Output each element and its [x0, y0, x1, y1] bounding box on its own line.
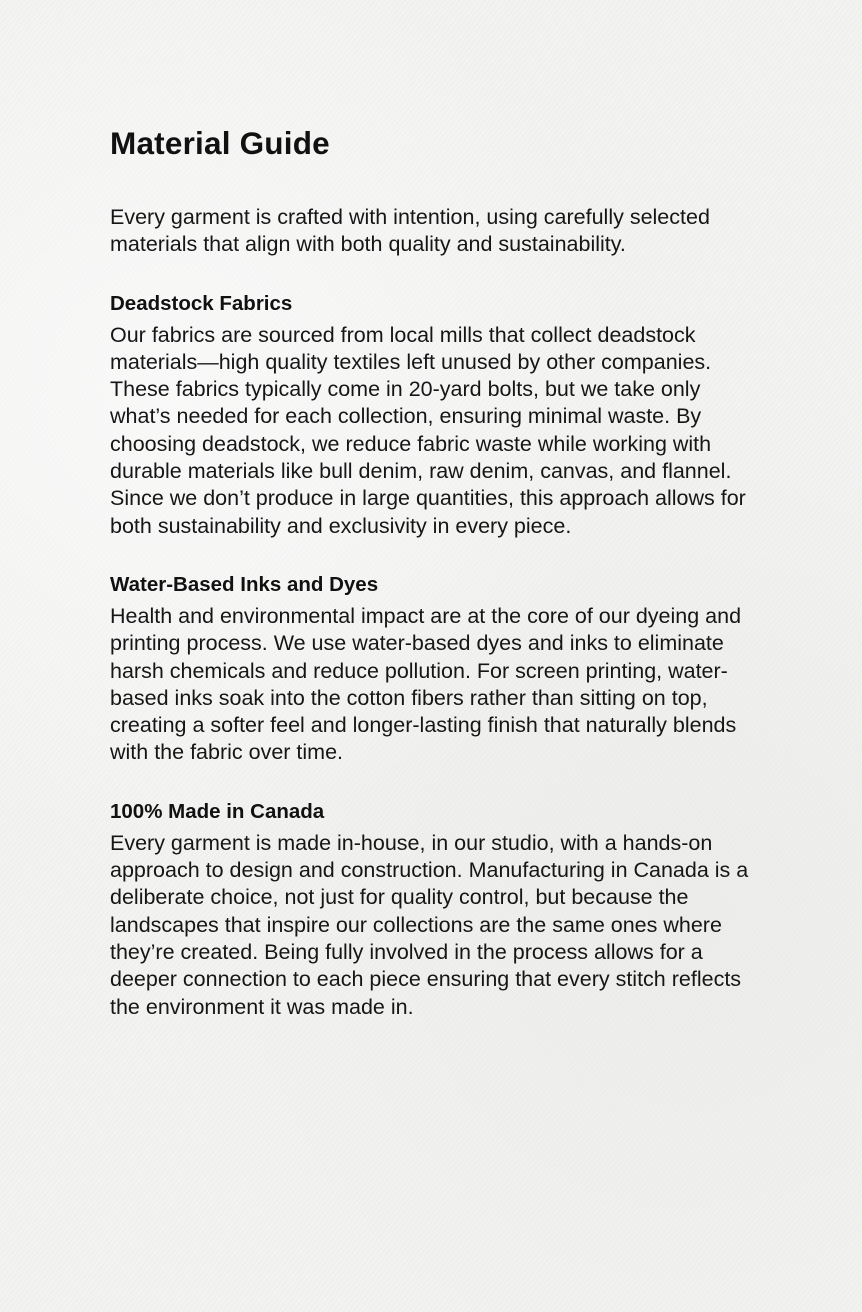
section-heading: Water-Based Inks and Dyes: [110, 572, 379, 596]
intro-paragraph: Every garment is crafted with intention, using carefully selected materials that align with both quality and sustainability.: [110, 205, 710, 257]
section-body: Our fabrics are sourced from local mills that collect deadstock materials—high quality textiles left unused by other companies. These fabrics typically come in 20-yard bolts, but we take only what’s needed for each collection, ensuring minimal waste. By choosing deadstock, we reduce fabric waste while working with durable materials like bull denim, raw denim, canvas, and flannel. Since we don’t produce in large quantities, this approach allows for both sustainability and exclusivity in every piece.: [110, 322, 746, 538]
section-water-based-inks: [110, 571, 760, 767]
page-title: Material Guide: [110, 125, 330, 161]
guide-content: [110, 120, 760, 1021]
section-deadstock-fabrics: [110, 290, 760, 540]
section-body: Health and environmental impact are at the core of our dyeing and printing process. We use water-based dyes and inks to eliminate harsh chemicals and reduce pollution. For screen printing, water-based inks soak into the cotton fibers rather than sitting on top, creating a softer feel and longer-lasting finish that naturally blends with the fabric over time.: [110, 603, 742, 765]
section-heading: 100% Made in Canada: [110, 799, 325, 823]
section-body: Every garment is made in-house, in our studio, with a hands-on approach to design and construction. Manufacturing in Canada is a deliberate choice, not just for quality control, but because the landscapes that inspire our collections are the same ones where they’re created. Being fully involved in the process allows for a deeper connection to each piece ensuring that every stitch reflects the environment it was made in.: [110, 830, 749, 1019]
section-made-in-canada: [110, 798, 760, 1021]
section-heading: Deadstock Fabrics: [110, 291, 293, 315]
